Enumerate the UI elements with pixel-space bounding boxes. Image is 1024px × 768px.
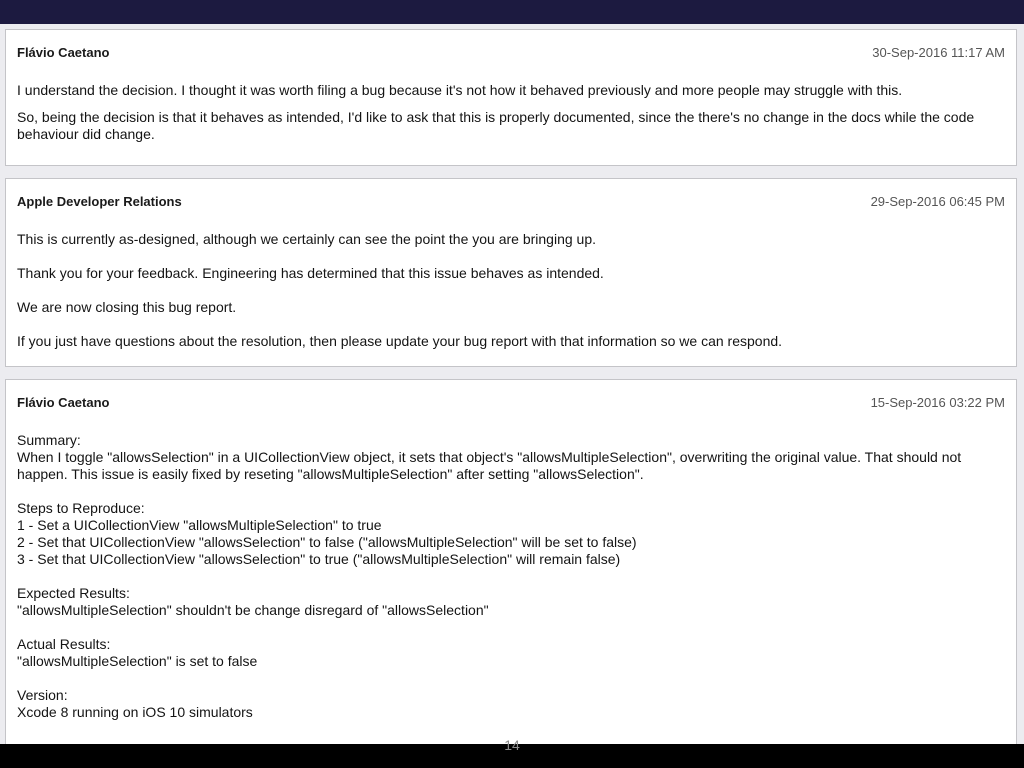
section-heading: Actual Results:: [17, 636, 111, 652]
report-section-summary: [17, 432, 1005, 483]
comment-card: [5, 29, 1017, 166]
section-line: 2 - Set that UICollectionView "allowsSelection" to false ("allowsMultipleSelection" will be set to false): [17, 534, 637, 550]
comment-header: [17, 45, 1005, 63]
section-line: When I toggle "allowsSelection" in a UICollectionView object, it sets that object's "allowsMultipleSelection", overwriting the original value. That should not happen. This issue is easily fixed by reseting "allowsMultipleSelection" after setting "allowsSelection".: [17, 449, 962, 482]
section-line: "allowsMultipleSelection" shouldn't be change disregard of "allowsSelection": [17, 602, 489, 618]
comment-timestamp: 29-Sep-2016 06:45 PM: [870, 194, 1005, 209]
comment-author: Flávio Caetano: [17, 45, 110, 60]
comment-thread: [0, 24, 1024, 744]
section-line: Xcode 8 running on iOS 10 simulators: [17, 704, 253, 720]
section-line: "allowsMultipleSelection" is set to false: [17, 653, 258, 669]
comment-paragraph: We are now closing this bug report.: [17, 299, 237, 315]
comment-author: Apple Developer Relations: [17, 194, 182, 209]
section-line: 3 - Set that UICollectionView "allowsSelection" to true ("allowsMultipleSelection" will remain false): [17, 551, 621, 567]
section-line: 1 - Set a UICollectionView "allowsMultipleSelection" to true: [17, 517, 382, 533]
footer-bar: [0, 737, 1024, 768]
comment-card: [5, 178, 1017, 367]
comment-card: [5, 379, 1017, 744]
comment-paragraph: I understand the decision. I thought it was worth filing a bug because it's not how it behaved previously and more people may struggle with this.: [17, 82, 903, 98]
report-section-version: [17, 687, 1005, 721]
comment-timestamp: 30-Sep-2016 11:17 AM: [872, 45, 1005, 60]
report-section-actual: [17, 636, 1005, 670]
comment-header: [17, 194, 1005, 212]
section-heading: Summary:: [17, 432, 81, 448]
comment-header: [17, 395, 1005, 413]
section-heading: Version:: [17, 687, 68, 703]
comment-paragraph: This is currently as-designed, although we certainly can see the point the you are bringing up.: [17, 231, 597, 247]
section-heading: Steps to Reproduce:: [17, 500, 145, 516]
comment-paragraph: If you just have questions about the resolution, then please update your bug report with that information so we can respond.: [17, 333, 783, 349]
report-section-expected: [17, 585, 1005, 619]
comment-paragraph: Thank you for your feedback. Engineering has determined that this issue behaves as intended.: [17, 265, 604, 281]
comment-author: Flávio Caetano: [17, 395, 110, 410]
top-bar: [0, 0, 1024, 24]
report-section-steps: [17, 500, 1005, 568]
comment-timestamp: 15-Sep-2016 03:22 PM: [870, 395, 1005, 410]
section-heading: Expected Results:: [17, 585, 130, 601]
slide-number: 14: [504, 737, 520, 753]
comment-paragraph: So, being the decision is that it behaves as intended, I'd like to ask that this is properly documented, since the there's no change in the docs while the code behaviour did change.: [17, 109, 975, 142]
